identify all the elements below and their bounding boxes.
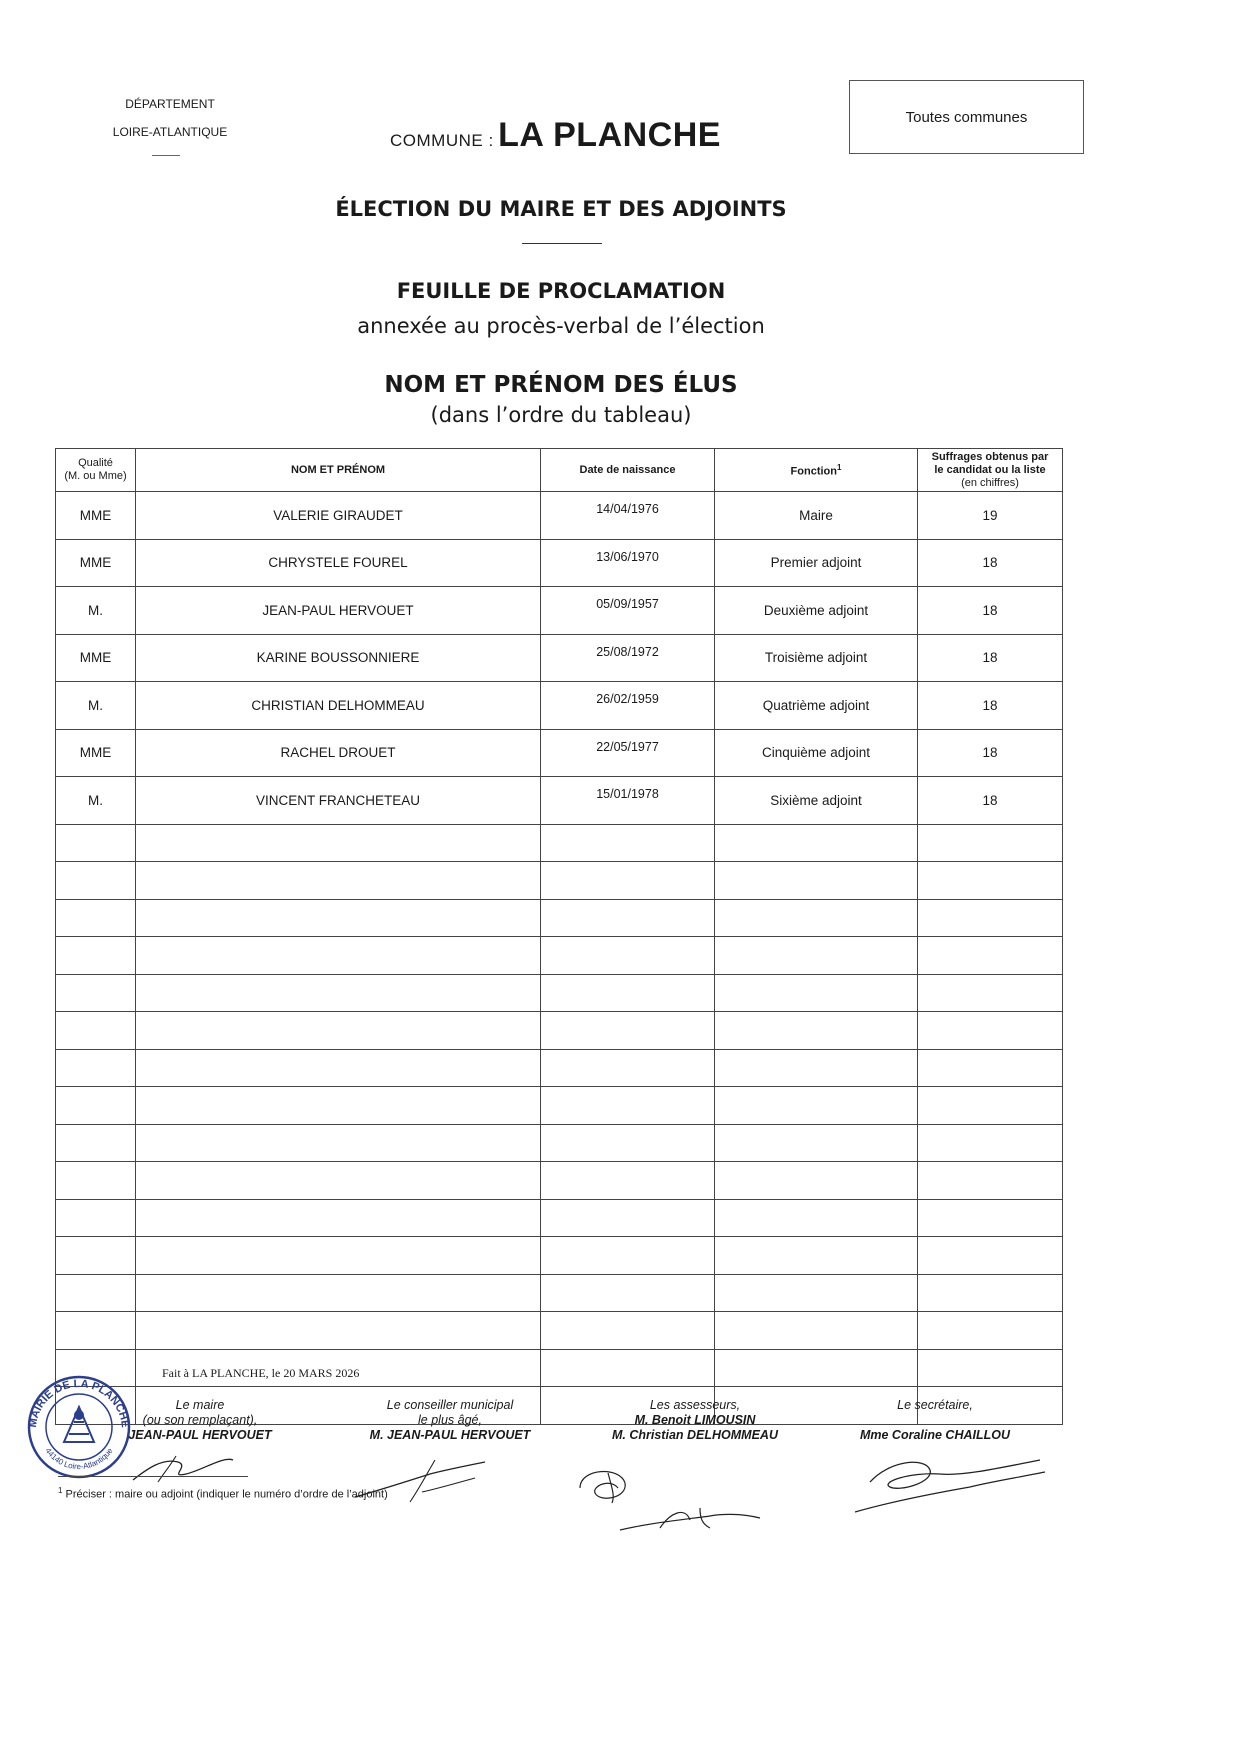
cell-naissance-empty <box>541 1199 715 1237</box>
cell-suffrages: 18 <box>918 682 1063 730</box>
secretaire-role: Le secrétaire, <box>897 1398 973 1412</box>
table-row <box>56 729 1063 777</box>
cell-qualite-empty <box>56 1049 136 1087</box>
cell-naissance: 05/09/1957 <box>541 587 715 635</box>
table-row <box>56 492 1063 540</box>
header-fonction <box>715 449 918 492</box>
elected-officials-table <box>55 448 1063 1425</box>
cell-naissance-empty <box>541 1087 715 1125</box>
cell-fonction: Quatrième adjoint <box>715 682 918 730</box>
cell-suffrages-empty <box>918 1087 1063 1125</box>
signature-block-assesseurs <box>590 1398 800 1443</box>
cell-fonction: Cinquième adjoint <box>715 729 918 777</box>
signature-block-secretaire <box>840 1398 1030 1443</box>
header-naissance: Date de naissance <box>541 449 715 492</box>
secretaire-name: Mme Coraline CHAILLOU <box>859 1428 1010 1442</box>
signature-assesseurs <box>570 1458 770 1538</box>
cell-qualite-empty <box>56 862 136 900</box>
assesseur-name-1: M. Benoit LIMOUSIN <box>634 1413 756 1427</box>
cell-nom-empty <box>136 1274 541 1312</box>
cell-qualite-empty <box>56 1162 136 1200</box>
cell-naissance-empty <box>541 1237 715 1275</box>
table-row <box>56 539 1063 587</box>
assesseurs-role: Les assesseurs, <box>649 1398 741 1412</box>
cell-naissance: 15/01/1978 <box>541 777 715 825</box>
cell-nom-empty <box>136 1049 541 1087</box>
signature-secretaire <box>850 1452 1050 1522</box>
cell-naissance: 14/04/1976 <box>541 492 715 540</box>
cell-suffrages-empty <box>918 937 1063 975</box>
empty-table-row <box>56 1087 1063 1125</box>
footnote <box>58 1486 388 1501</box>
empty-table-row <box>56 1199 1063 1237</box>
conseiller-name: M. JEAN-PAUL HERVOUET <box>369 1428 531 1442</box>
cell-qualite-empty <box>56 1274 136 1312</box>
maire-name: JEAN-PAUL HERVOUET <box>128 1428 272 1442</box>
cell-nom-empty <box>136 974 541 1012</box>
header-qualite <box>56 449 136 492</box>
cell-naissance-empty <box>541 1162 715 1200</box>
cell-nom-empty <box>136 1012 541 1050</box>
cell-suffrages: 18 <box>918 729 1063 777</box>
empty-table-row <box>56 1162 1063 1200</box>
commune-type-box <box>849 80 1084 154</box>
cell-naissance-empty <box>541 1049 715 1087</box>
cell-qualite: M. <box>56 682 136 730</box>
cell-suffrages: 18 <box>918 634 1063 682</box>
cell-suffrages-empty <box>918 974 1063 1012</box>
cell-nom-empty <box>136 899 541 937</box>
cell-fonction-empty <box>715 862 918 900</box>
svg-text:MAIRIE DE LA PLANCHE <box>27 1378 131 1428</box>
sheet-title: FEUILLE DE PROCLAMATION <box>396 279 726 303</box>
cell-fonction-empty <box>715 937 918 975</box>
header-suffrages <box>918 449 1063 492</box>
cell-nom-empty <box>136 937 541 975</box>
section-title: NOM ET PRÉNOM DES ÉLUS <box>384 372 738 398</box>
cell-qualite: M. <box>56 777 136 825</box>
maire-role-detail: (ou son remplaçant), <box>142 1413 258 1427</box>
cell-nom: VINCENT FRANCHETEAU <box>136 777 541 825</box>
cell-suffrages-empty <box>918 824 1063 862</box>
empty-table-row <box>56 1312 1063 1350</box>
cell-fonction: Sixième adjoint <box>715 777 918 825</box>
header-fonction-label: Fonction <box>790 465 837 478</box>
signature-block-conseiller <box>345 1398 555 1443</box>
empty-table-row <box>56 1012 1063 1050</box>
cell-qualite-empty <box>56 937 136 975</box>
header-suffrages-line2: le candidat ou la liste <box>934 463 1046 476</box>
header-nom: NOM ET PRÉNOM <box>136 449 541 492</box>
header-suffrages-line1: Suffrages obtenus par <box>931 450 1049 463</box>
cell-nom: CHRYSTELE FOUREL <box>136 539 541 587</box>
cell-fonction-empty <box>715 1274 918 1312</box>
commune-type-label: Toutes communes <box>905 109 1028 126</box>
cell-naissance-empty <box>541 937 715 975</box>
cell-qualite-empty <box>56 1087 136 1125</box>
cell-suffrages-empty <box>918 1237 1063 1275</box>
header-suffrages-line3: (en chiffres) <box>961 476 1019 489</box>
empty-table-row <box>56 1274 1063 1312</box>
footnote-mark: 1 <box>58 1486 63 1495</box>
cell-fonction-empty <box>715 899 918 937</box>
empty-table-row <box>56 862 1063 900</box>
cell-qualite: MME <box>56 729 136 777</box>
department-label: DÉPARTEMENT <box>125 97 215 111</box>
table-row <box>56 777 1063 825</box>
cell-fonction-empty <box>715 1349 918 1387</box>
cell-fonction: Maire <box>715 492 918 540</box>
mairie-stamp <box>24 1372 134 1482</box>
cell-suffrages-empty <box>918 1124 1063 1162</box>
cell-nom-empty <box>136 1199 541 1237</box>
cell-suffrages-empty <box>918 862 1063 900</box>
cell-qualite-empty <box>56 974 136 1012</box>
empty-table-row <box>56 1237 1063 1275</box>
cell-fonction-empty <box>715 1199 918 1237</box>
cell-suffrages-empty <box>918 1274 1063 1312</box>
commune-prefix: COMMUNE : <box>390 131 494 150</box>
cell-fonction: Deuxième adjoint <box>715 587 918 635</box>
cell-naissance-empty <box>541 1012 715 1050</box>
cell-naissance-empty <box>541 824 715 862</box>
department-divider <box>152 155 180 156</box>
signature-block-maire <box>120 1398 280 1443</box>
cell-fonction-empty <box>715 824 918 862</box>
table-row <box>56 634 1063 682</box>
cell-nom-empty <box>136 1124 541 1162</box>
cell-fonction-empty <box>715 1237 918 1275</box>
stamp-text-top: MAIRIE DE LA PLANCHE <box>26 1377 132 1429</box>
cell-nom-empty <box>136 1237 541 1275</box>
cell-nom: VALERIE GIRAUDET <box>136 492 541 540</box>
department-name: LOIRE-ATLANTIQUE <box>112 125 228 139</box>
cell-suffrages: 18 <box>918 539 1063 587</box>
cell-naissance: 13/06/1970 <box>541 539 715 587</box>
cell-naissance-empty <box>541 899 715 937</box>
signature-maire <box>128 1448 238 1488</box>
cell-naissance-empty <box>541 974 715 1012</box>
assesseur-name-2: M. Christian DELHOMMEAU <box>612 1428 778 1442</box>
cell-fonction-empty <box>715 1012 918 1050</box>
cell-fonction-empty <box>715 1049 918 1087</box>
cell-suffrages-empty <box>918 1349 1063 1387</box>
cell-fonction-empty <box>715 1312 918 1350</box>
cell-suffrages: 18 <box>918 587 1063 635</box>
cell-naissance-empty <box>541 1312 715 1350</box>
cell-qualite-empty <box>56 1312 136 1350</box>
cell-fonction-empty <box>715 1124 918 1162</box>
cell-suffrages-empty <box>918 1162 1063 1200</box>
conseiller-role-detail: le plus âgé, <box>418 1413 482 1427</box>
footnote-ref: 1 <box>836 463 842 473</box>
cell-naissance: 26/02/1959 <box>541 682 715 730</box>
conseiller-role: Le conseiller municipal <box>386 1398 514 1412</box>
cell-suffrages-empty <box>918 899 1063 937</box>
section-subtitle: (dans l’ordre du tableau) <box>430 403 692 427</box>
cell-qualite: M. <box>56 587 136 635</box>
cell-nom-empty <box>136 1312 541 1350</box>
cell-qualite-empty <box>56 1012 136 1050</box>
cell-naissance: 25/08/1972 <box>541 634 715 682</box>
cell-qualite-empty <box>56 1237 136 1275</box>
cell-nom-empty <box>136 1087 541 1125</box>
cell-qualite-empty <box>56 1199 136 1237</box>
cell-nom: CHRISTIAN DELHOMMEAU <box>136 682 541 730</box>
cell-qualite: MME <box>56 634 136 682</box>
empty-table-row <box>56 974 1063 1012</box>
footnote-divider <box>58 1476 248 1477</box>
cell-fonction-empty <box>715 1162 918 1200</box>
cell-suffrages-empty <box>918 1199 1063 1237</box>
cell-qualite-empty <box>56 899 136 937</box>
sheet-subtitle: annexée au procès-verbal de l’élection <box>357 314 765 338</box>
empty-table-row <box>56 824 1063 862</box>
cell-fonction-empty <box>715 1087 918 1125</box>
cell-fonction-empty <box>715 974 918 1012</box>
cell-fonction: Troisième adjoint <box>715 634 918 682</box>
cell-suffrages-empty <box>918 1012 1063 1050</box>
footnote-text: Préciser : maire ou adjoint (indiquer le numéro d’ordre de l’adjoint) <box>65 1488 388 1501</box>
empty-table-row <box>56 1124 1063 1162</box>
cell-suffrages-empty <box>918 1312 1063 1350</box>
empty-table-row <box>56 1049 1063 1087</box>
stamp-text-bottom: 44140 Loire-Atlantique <box>43 1446 115 1472</box>
cell-naissance-empty <box>541 1349 715 1387</box>
cell-naissance-empty <box>541 862 715 900</box>
cell-fonction: Premier adjoint <box>715 539 918 587</box>
header-qualite-line2: (M. ou Mme) <box>64 470 127 482</box>
cell-suffrages: 18 <box>918 777 1063 825</box>
cell-nom: RACHEL DROUET <box>136 729 541 777</box>
table-row <box>56 587 1063 635</box>
cell-suffrages-empty <box>918 1049 1063 1087</box>
empty-table-row <box>56 937 1063 975</box>
cell-qualite: MME <box>56 492 136 540</box>
cell-naissance: 22/05/1977 <box>541 729 715 777</box>
cell-qualite-empty <box>56 824 136 862</box>
cell-qualite: MME <box>56 539 136 587</box>
cell-nom-empty <box>136 824 541 862</box>
empty-table-row <box>56 899 1063 937</box>
cell-nom-empty <box>136 862 541 900</box>
cell-naissance-empty <box>541 1274 715 1312</box>
title-divider <box>522 243 602 244</box>
cell-suffrages: 19 <box>918 492 1063 540</box>
cell-nom: JEAN-PAUL HERVOUET <box>136 587 541 635</box>
maire-role: Le maire <box>175 1398 225 1412</box>
table-row <box>56 682 1063 730</box>
cell-qualite-empty <box>56 1124 136 1162</box>
cell-nom: KARINE BOUSSONNIERE <box>136 634 541 682</box>
table-header-row <box>56 449 1063 492</box>
place-and-date: Fait à LA PLANCHE, le 20 MARS 2026 <box>162 1366 360 1380</box>
document-title: ÉLECTION DU MAIRE ET DES ADJOINTS <box>335 197 787 221</box>
commune-name: LA PLANCHE <box>498 116 721 154</box>
commune-title <box>390 116 721 155</box>
cell-nom-empty <box>136 1162 541 1200</box>
header-qualite-line1: Qualité <box>78 457 113 469</box>
cell-naissance-empty <box>541 1124 715 1162</box>
